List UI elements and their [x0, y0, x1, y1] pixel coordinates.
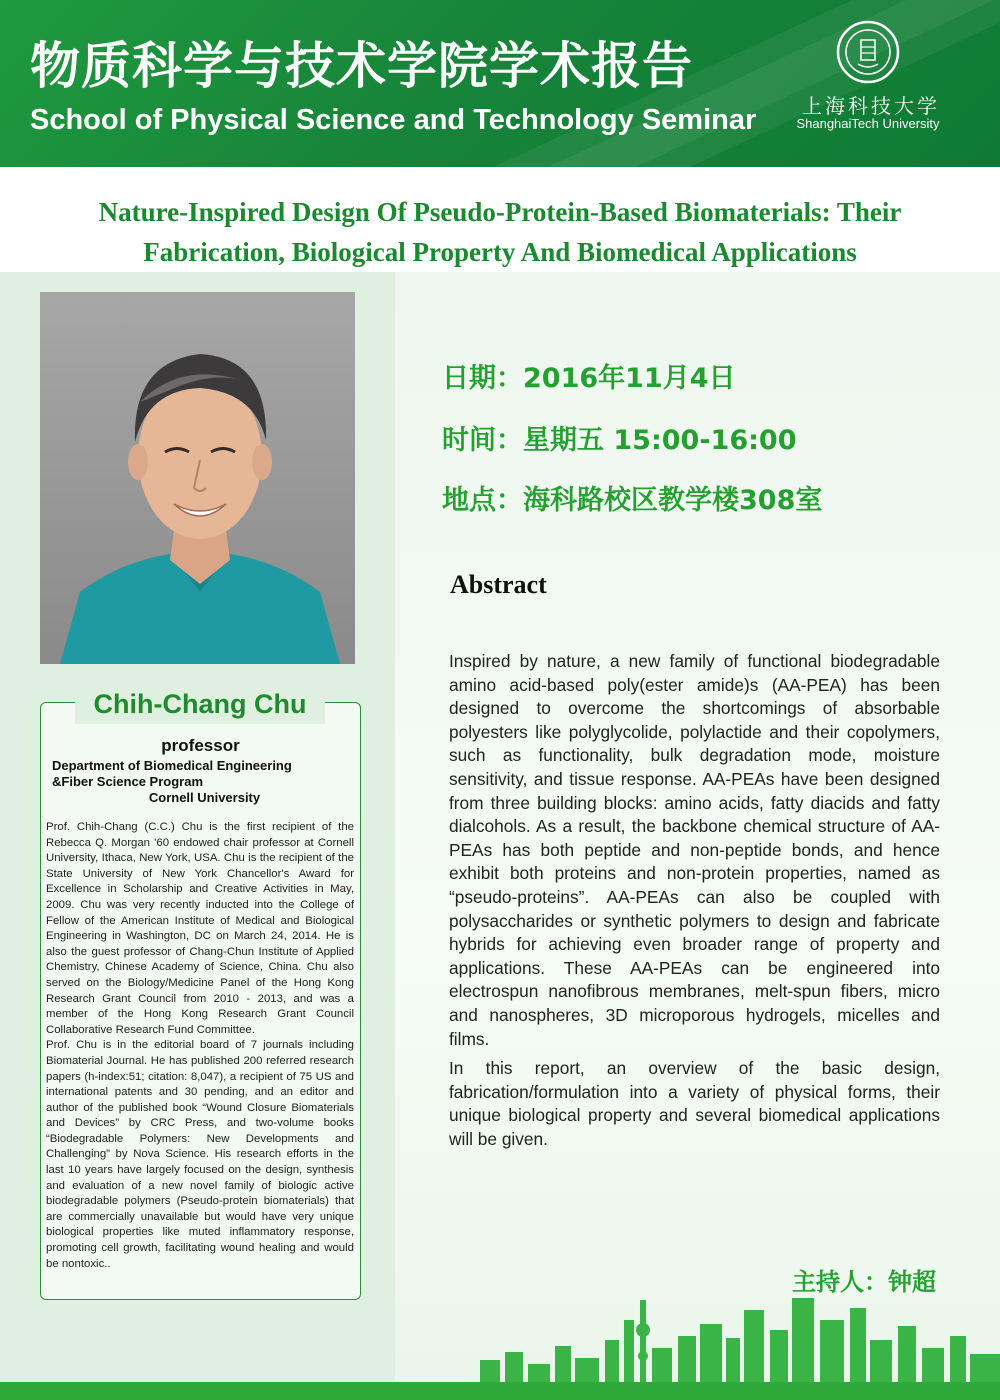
- host-name: 主持人：钟超: [792, 1268, 936, 1296]
- abstract-body: [449, 650, 940, 1157]
- affiliation-program: &Fiber Science Program: [52, 774, 203, 789]
- seminar-title-en: School of Physical Science and Technology Seminar: [30, 104, 757, 136]
- speaker-name: Chih-Chang Chu: [93, 689, 307, 719]
- affiliation-dept: Department of Biomedical Engineering: [52, 758, 292, 773]
- event-location: 地点：海科路校区教学楼308室: [442, 485, 823, 516]
- event-time: 时间：星期五 15:00-16:00: [442, 425, 797, 456]
- speaker-photo: [40, 292, 355, 664]
- speaker-bio: [46, 820, 354, 1272]
- speaker-role: professor: [161, 736, 240, 755]
- university-name-cn: 上海科技大学: [802, 94, 940, 118]
- speaker-affiliation: [52, 758, 357, 806]
- talk-title: [20, 192, 980, 272]
- university-name-en: ShanghaiTech University: [796, 116, 940, 131]
- seminar-title-cn: 物质科学与技术学院学术报告: [30, 37, 693, 95]
- abstract-paragraph-1: Inspired by nature, a new family of functional biodegradable amino acid-based poly(ester amide)s (AA-PEA) has been designed to overcome the shortcomings of absorbable polyesters like polyglycolide, polylactide and their copolymers, such as functionality, bulk degradation mode, moisture sensitivity, and tissue response. AA-PEAs have been designed from three building blocks: amino acids, fatty diacids and fatty dialcohols. As a result, the backbone chemical structure of AA-PEAs has both peptide and non-peptide bonds, and hence exhibit both proteins and non-protein properties, named as “pseudo-proteins”. AA-PEAs can also be coupled with polysaccharides or synthetic polymers to design and fabricate hybrids for achieving even broader range of property and applications. These AA-PEAs can be engineered into electrospun nanofibrous membranes, melt-spun fibers, micro and nanospheres, 3D microporous hydrogels, micelles and films.: [449, 651, 940, 1049]
- abstract-paragraph-2: In this report, an overview of the basic design, fabrication/formulation into a variety of physical forms, their unique biological property and several biomedical applications will be given.: [449, 1058, 940, 1149]
- event-date: 日期：2016年11月4日: [442, 363, 736, 394]
- university-seal-icon: [836, 20, 900, 84]
- affiliation-university: Cornell University: [148, 790, 261, 805]
- abstract-heading: Abstract: [450, 570, 547, 599]
- talk-title-line2: Fabrication, Biological Property And Biomedical Applications: [143, 237, 857, 267]
- city-skyline-icon: [0, 1290, 1000, 1400]
- talk-title-line1: Nature-Inspired Design Of Pseudo-Protein-Based Biomaterials: Their: [98, 197, 902, 227]
- bio-paragraph-2: Prof. Chu is in the editorial board of 7 journals including Biomaterial Journal. He has published 200 referred research papers (h-index:51; citation: 8,047), a recipient of 75 US and international patents and 30 pending, and an editor and author of the published book “Wound Closure Biomaterials and Devices” by CRC Press, and two-volume books “Biodegradable Polymers: New Developments and Challenging” by Nova Science. His research efforts in the last 10 years have largely focused on the design, synthesis and evaluation of a new novel family of biologic active biodegradable polymers (Pseudo-protein biomaterials) that are commercially unavailable but would have very unique biological properties like muted inflammatory response, promoting cell growth, facilitating wound healing and would be nontoxic..: [46, 1039, 354, 1270]
- bio-paragraph-1: Prof. Chih-Chang (C.C.) Chu is the first recipient of the Rebecca Q. Morgan '60 endowed chair professor at Cornell University, Ithaca, New York, USA. Chu is the recipient of the State University of New York Chancellor's Award for Excellence in Scholarship and Creative Activities in May, 2009. Chu was very recently inducted into the College of Fellow of the American Institute of Medical and Biological Engineering in Washington, DC on March 24, 2014. He is also the guest professor of Chang-Chun Institute of Applied Chemistry, Chinese Academy of Science, China. Chu also served on the Biology/Medicine Panel of the Hong Kong Research Grant Council from 2010 - 2013, and was a member of the Hong Kong Research Grant Council Collaborative Research Fund Committee.: [46, 821, 354, 1036]
- header-banner: [0, 0, 1000, 167]
- speaker-name-wrap: [75, 684, 325, 724]
